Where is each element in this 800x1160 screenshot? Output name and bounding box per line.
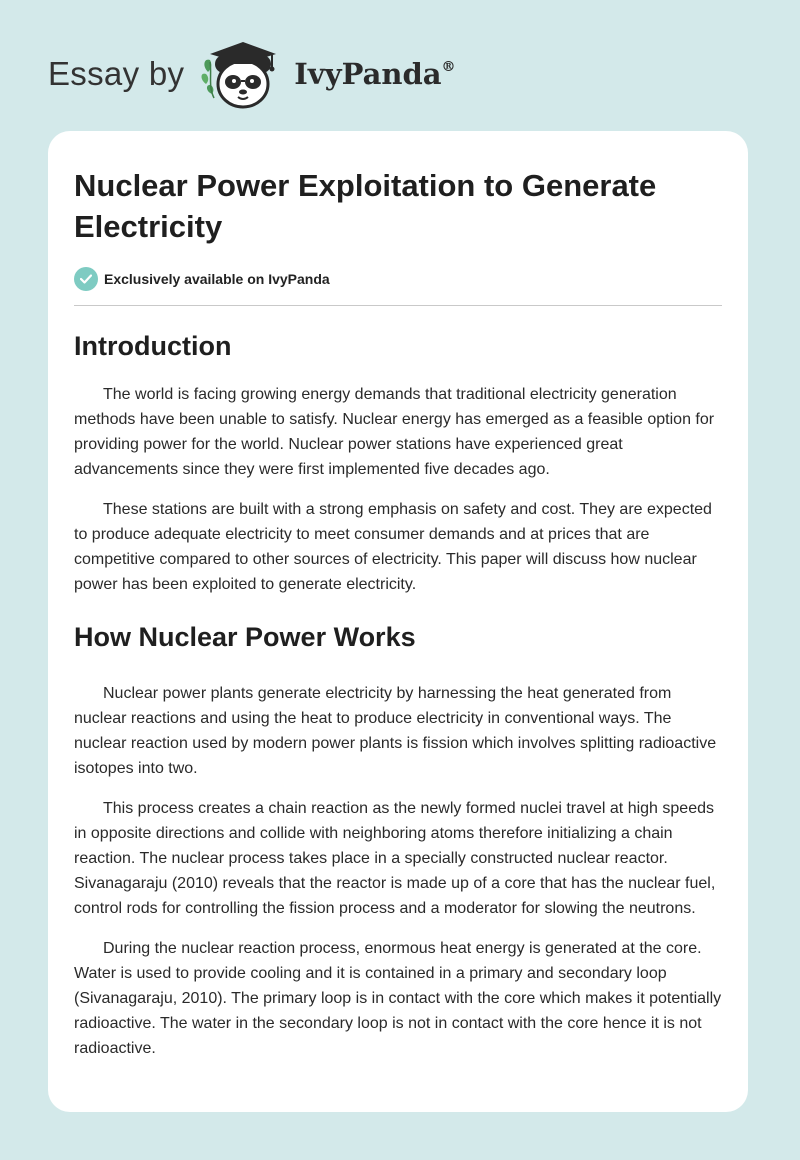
brand-text: IvyPanda (294, 57, 442, 91)
trademark-mark: ® (441, 59, 456, 75)
paragraph: This process creates a chain reaction as the newly formed nuclei travel at high speeds in opposite directions and collide with neighboring atoms therefore initializing a chain reaction. The nuclear process takes place in a specially constructed nuclear reactor. Sivanagaraju (2010) reveals that the reactor is made up of a core that has the nuclear fuel, control rods for controlling the fission process and a moderator for slowing the neutrons. (74, 800, 716, 917)
exclusive-badge (74, 267, 722, 306)
essay-title: Nuclear Power Exploitation to Generate Electricity (74, 168, 657, 244)
brand-name[interactable] (294, 57, 455, 91)
paragraph: The world is facing growing energy demands that traditional electricity generation methods have been unable to satisfy. Nuclear energy has emerged as a feasible option for providing power for the world. Nuclear power stations have experienced great advancements since they were first implemented five decades ago. (74, 386, 715, 478)
paragraph: These stations are built with a strong emphasis on safety and cost. They are expected to produce adequate electricity to meet consumer demands and at prices that are competitive compared to other sources of electricity. This paper will discuss how nuclear power has been exploited to generate electricity. (74, 501, 712, 593)
section-heading-introduction: Introduction (74, 331, 232, 361)
ivypanda-logo-icon[interactable] (198, 34, 288, 114)
paragraph: During the nuclear reaction process, enormous heat energy is generated at the core. Water is used to provide cooling and it is contained in a primary and secondary loop (Sivanagaraju, 2010). The primary loop is in contact with the core which makes it potentially radioactive. The water in the secondary loop is not in contact with the core hence it is not radioactive. (74, 940, 722, 1057)
checkmark-icon (74, 267, 98, 291)
essay-card (48, 131, 748, 1112)
exclusive-badge-label: Exclusively available on IvyPanda (104, 271, 330, 287)
paragraph: Nuclear power plants generate electricity by harnessing the heat generated from nuclear reactions and using the heat to produce electricity in conventional ways. The nuclear reaction used by modern power plants is fission which involves splitting radioactive isotopes into two. (74, 685, 717, 777)
section-heading-how-nuclear-power-works: How Nuclear Power Works (74, 622, 416, 652)
site-header (48, 34, 456, 114)
essay-by-label: Essay by (48, 55, 185, 92)
